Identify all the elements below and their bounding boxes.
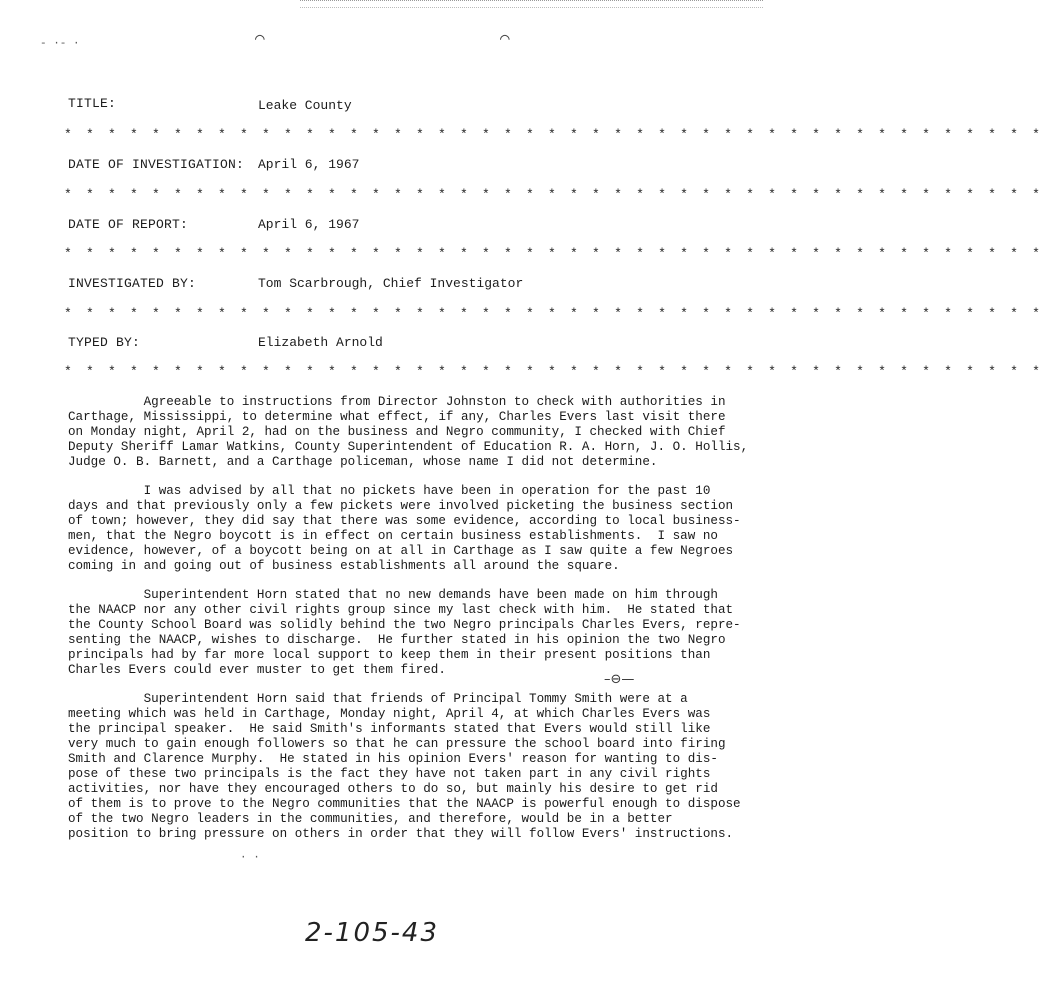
investigation-date-value: April 6, 1967 [258, 157, 360, 172]
separator-3: * * * * * * * * * * * * * * * * * * * * * * * * * * * * * * * * * * * * * * * * * * * * * [64, 246, 1043, 261]
paragraph-3: Superintendent Horn stated that no new demands have been made on him through the NAACP nor any other civil rights group since my last check with him. He stated that the County School Board was solidly behind the two Negro principals Charles Evers, repre- senting the NAACP, wishes to discharge. He further stated in his opinion the two Negro principals had by far more local support to keep them in their present positions than Charles Evers could ever muster to get them fired. [68, 588, 741, 677]
paragraph-1: Agreeable to instructions from Director Johnston to check with authorities in Carthage, Mississippi, to determine what effect, if any, Charles Evers last visit there on Monday night, April 2, had on the business and Negro community, I checked with Chief Deputy Sheriff Lamar Watkins, County Superintendent of Education R. A. Horn, J. O. Hollis, Judge O. B. Barnett, and a Carthage policeman, whose name I did not determine. [68, 395, 749, 469]
investigated-by-label: INVESTIGATED BY: [68, 276, 197, 291]
scan-mark: · · [240, 852, 260, 864]
separator-1: * * * * * * * * * * * * * * * * * * * * * * * * * * * * * * * * * * * * * * * * * * * * * [64, 127, 1043, 142]
investigation-date-label: DATE OF INVESTIGATION: [68, 157, 245, 172]
paragraph-2: I was advised by all that no pickets have been in operation for the past 10 days and that previously only a few pickets were involved picketing the business section of town; however, they did say that there was some evidence, according to local business- men, that the Negro boycott is in effect on certain business establishments. I saw no evidence, however, of a boycott being on at all in Carthage as I saw quite a few Negroes coming in and going out of business establishments all around the square. [68, 484, 741, 573]
title-label: TITLE: [68, 96, 117, 111]
handwritten-mark: –⊖— [604, 672, 635, 687]
scan-mark: - ·- · [40, 38, 80, 50]
punch-mark-right: ⌒ [500, 30, 510, 48]
investigated-by-value: Tom Scarbrough, Chief Investigator [258, 276, 524, 291]
typed-by-value: Elizabeth Arnold [258, 335, 383, 350]
scan-border [300, 0, 763, 8]
paragraph-4: Superintendent Horn said that friends of Principal Tommy Smith were at a meeting which was held in Carthage, Monday night, April 4, at which Charles Evers was the principal speaker. He said Smith's informants stated that Evers would still like very much to gain enough followers so that he can pressure the school board into firing Smith and Clarence Murphy. He stated in his opinion Evers' reason for wanting to dis- pose of these two principals is the fact they have not taken part in any civil rights activities, nor have they encouraged others to do so, but mainly his desire to get rid of them is to prove to the Negro communities that the NAACP is powerful enough to dispose of the two Negro leaders in the communities, and therefore, would be in a better position to bring pressure on others in order that they will follow Evers' instructions. [68, 692, 741, 841]
report-date-value: April 6, 1967 [258, 217, 360, 232]
separator-2: * * * * * * * * * * * * * * * * * * * * * * * * * * * * * * * * * * * * * * * * * * * * * [64, 187, 1043, 202]
handwritten-file-number: 2-105-43 [305, 918, 440, 948]
report-date-label: DATE OF REPORT: [68, 217, 189, 232]
separator-5: * * * * * * * * * * * * * * * * * * * * * * * * * * * * * * * * * * * * * * * * * * * * * [64, 364, 1043, 379]
separator-4: * * * * * * * * * * * * * * * * * * * * * * * * * * * * * * * * * * * * * * * * * * * * * [64, 306, 1043, 321]
title-value: Leake County [258, 98, 352, 113]
typed-by-label: TYPED BY: [68, 335, 141, 350]
punch-mark-left: ⌒ [255, 30, 265, 48]
